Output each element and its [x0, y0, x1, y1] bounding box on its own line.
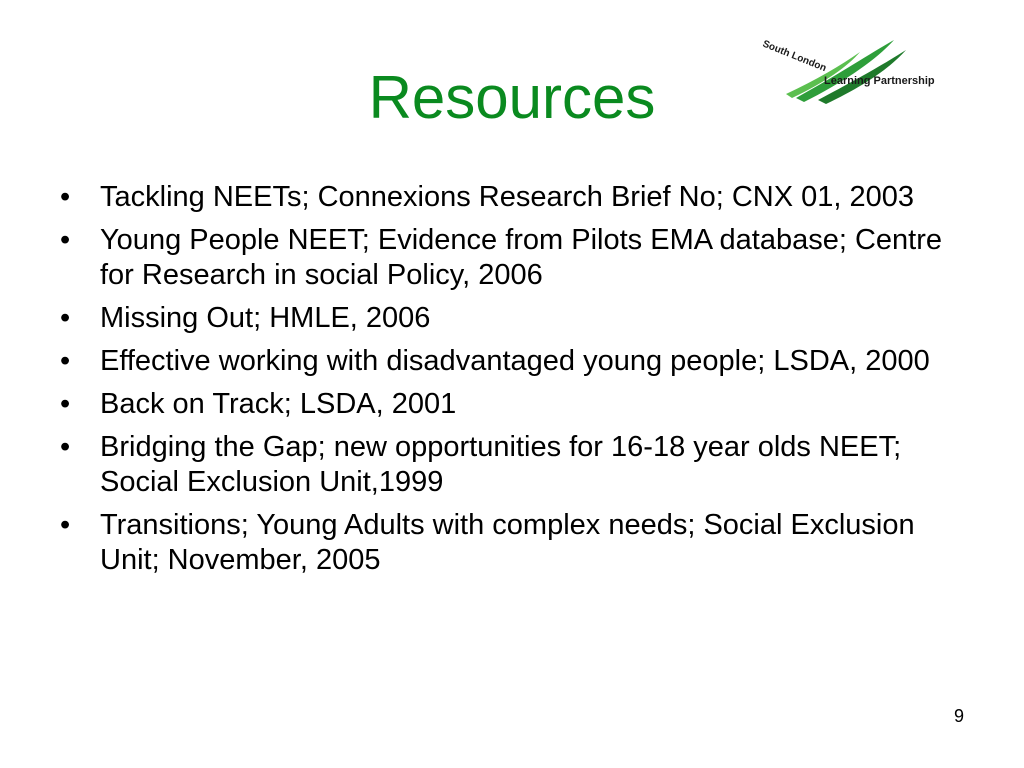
partnership-logo: [756, 36, 956, 106]
list-item: [56, 430, 956, 500]
bullet-icon: •: [60, 302, 71, 334]
bullet-icon: •: [60, 431, 71, 463]
bullet-icon: •: [60, 224, 71, 256]
list-item-text: Transitions; Young Adults with complex needs; Social Exclusion Unit; November, 2005: [100, 509, 915, 576]
list-item-text: Tackling NEETs; Connexions Research Brief No; CNX 01, 2003: [100, 181, 914, 213]
list-item: [56, 180, 956, 215]
list-item: [56, 301, 956, 336]
svg-text:South London: South London: [760, 38, 828, 75]
list-item-text: Bridging the Gap; new opportunities for 16-18 year olds NEET; Social Exclusion Unit,1999: [100, 431, 902, 498]
list-item-text: Effective working with disadvantaged young people; LSDA, 2000: [100, 345, 930, 377]
list-item: [56, 387, 956, 422]
list-item: [56, 223, 956, 293]
list-item-text: Missing Out; HMLE, 2006: [100, 302, 431, 334]
list-item-text: Back on Track; LSDA, 2001: [100, 388, 457, 420]
list-item: [56, 508, 956, 578]
bullet-icon: •: [60, 388, 71, 420]
page-number: 9: [953, 706, 964, 726]
svg-text:Learning Partnership: Learning Partnership: [824, 75, 935, 87]
resource-list: [56, 180, 956, 586]
bullet-icon: •: [60, 509, 71, 541]
bullet-icon: •: [60, 181, 71, 213]
list-item-text: Young People NEET; Evidence from Pilots EMA database; Centre for Research in social Policy, 2006: [100, 224, 943, 291]
list-item: [56, 344, 956, 379]
slide-title: Resources: [368, 64, 656, 131]
bullet-icon: •: [60, 345, 71, 377]
partnership-logo-graphic: [756, 36, 956, 106]
